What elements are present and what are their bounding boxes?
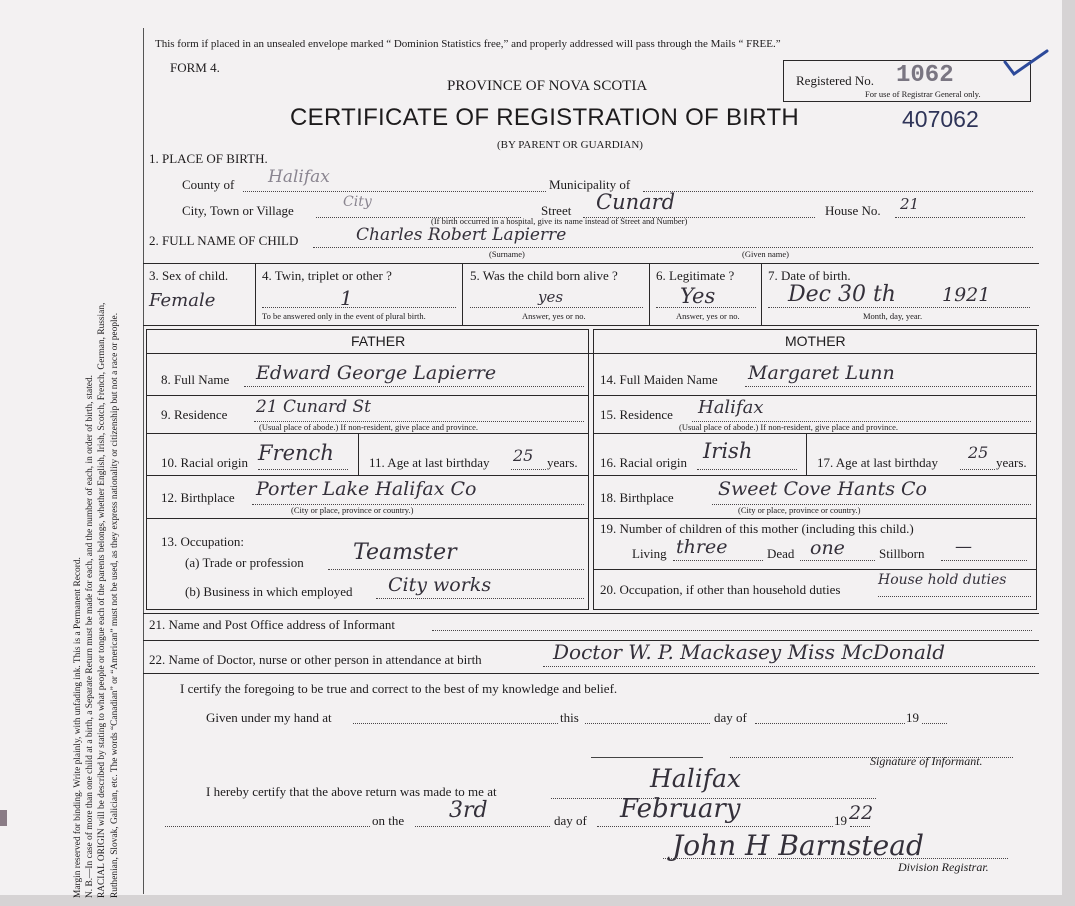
mother-residence-label: 15. Residence [600,407,673,422]
dead-value: one [810,537,845,559]
mother-birthplace-value: Sweet Cove Hants Co [718,478,927,500]
father-years-label: years. [547,455,578,470]
registered-label [796,73,874,89]
mother-row-rule4 [593,518,1037,519]
registrar-month-value: February [620,794,741,824]
mother-row-rule1 [593,395,1037,396]
registered-label-text: Registered No. [796,73,874,88]
free-mail-note: This form if placed in an unsealed envelope marked “ Dominion Statistics free,” and properly addressed will pass through the Mails “ FREE.” [155,38,781,50]
registrar-month-line [597,826,833,827]
registered-note: For use of Registrar General only. [865,89,981,99]
father-birthplace-value: Porter Lake Halifax Co [256,478,477,500]
father-trade-line [328,569,584,570]
registrar-year-prefix: 19 [834,813,847,828]
given-year-prefix: 19 [906,710,919,725]
mother-heading: MOTHER [785,333,846,349]
living-label: Living [632,546,667,561]
registrar-year-value: 22 [849,802,874,824]
father-age-line [511,469,546,470]
father-age-label: 11. Age at last birthday [369,455,490,470]
father-birthplace-note: (City or place, province or country.) [291,505,414,515]
father-row-rule1 [146,395,589,396]
check-mark-icon [1002,48,1050,78]
dead-line [800,560,875,561]
doctor-bottom-rule [143,673,1039,674]
informant-label: 21. Name and Post Office address of Informant [149,617,395,632]
parents-heading-rule [146,353,1037,354]
father-racial-value: French [258,441,334,465]
father-business-value: City works [388,574,492,596]
father-row-rule4 [146,518,589,519]
date-value: Dec 30 th [788,282,896,307]
legitimate-note: Answer, yes or no. [676,311,740,321]
given-year-line [922,723,947,724]
alive-value: yes [538,288,564,306]
form-number: FORM 4. [170,60,220,75]
row3-top [143,263,1039,264]
mother-residence-note: (Usual place of abode.) If non-resident, give place and province. [679,422,899,432]
registrar-day-of-label: day of [554,813,587,828]
father-residence-label: 9. Residence [161,407,228,422]
father-occupation-label: 13. Occupation: [161,534,245,549]
margin-line-2: N. B.—In case of more than one child at a birth, a Separate Return must be made for each, and the number of each, in order of birth, stated. [85,375,96,898]
informant-top-rule [143,613,1039,614]
mother-years-label: years. [996,455,1027,470]
father-name-label: 8. Full Name [161,372,230,387]
given-day-of-label: day of [714,710,747,725]
province-heading: PROVINCE OF NOVA SCOTIA [447,78,648,94]
house-line [895,217,1025,218]
street-label: Street [541,203,572,218]
place-heading: 1. PLACE OF BIRTH. [149,151,268,166]
mother-age-value: 25 [968,443,989,462]
father-business-label: (b) Business in which employed [185,584,353,599]
county-label: County of [182,177,235,192]
registrar-prefix-line [165,826,370,827]
year-value: 1921 [942,284,991,306]
twin-note: To be answered only in the event of plural birth. [262,311,426,321]
father-heading: FATHER [351,333,406,349]
twin-line [262,307,456,308]
father-trade-value: Teamster [353,540,457,565]
alive-note: Answer, yes or no. [522,311,586,321]
dead-label: Dead [767,546,795,561]
mother-residence-value: Halifax [698,397,764,418]
certificate-number: 407062 [902,106,979,132]
surname-note: (Surname) [489,249,525,259]
certificate-subtitle: (BY PARENT OR GUARDIAN) [497,139,643,151]
city-value: City [343,194,372,210]
father-racial-label: 10. Racial origin [161,455,249,470]
stillborn-line [941,560,1027,561]
mother-birthplace-label: 18. Birthplace [600,490,674,505]
legitimate-line [656,307,756,308]
child-name-value: Charles Robert Lapierre [356,225,567,245]
registrar-day-line [415,826,550,827]
county-line [243,191,546,192]
date-note: Month, day, year. [863,311,923,321]
mother-row-rule3 [593,475,1037,476]
margin-line-3: RACIAL ORIGIN will be described by stating to what people or tongue each of the parents belongs, whether English, Irish, Scotch, French, German, Russian, [97,302,108,898]
father-birthplace-label: 12. Birthplace [161,490,235,505]
doctor-value: Doctor W. P. Mackasey Miss McDonald [553,640,946,664]
mother-age-label: 17. Age at last birthday [817,455,938,470]
alive-line [470,307,643,308]
municipality-line [643,191,1033,192]
informant-signature-rule-left [591,757,703,758]
mother-birthplace-note: (City or place, province or country.) [738,505,861,515]
page-edge-right [1062,0,1075,906]
page-edge-bottom [0,895,1075,906]
living-value: three [676,536,728,558]
margin-line-1: Margin reserved for binding. Write plainly, with unfading ink. This is a Permanent Record. [73,557,83,898]
father-racial-sep [358,433,359,475]
date-line [768,307,1030,308]
given-day-line [585,723,710,724]
father-name-line [244,386,584,387]
mother-occupation-line [878,596,1031,597]
hospital-note: (If birth occurred in a hospital, give its name instead of Street and Number) [431,216,688,226]
father-residence-note: (Usual place of abode.) If non-resident, give place and province. [259,422,479,432]
row3-sep2 [462,263,463,325]
informant-signature-label: Signature of Informant. [870,754,983,768]
father-age-value: 25 [513,446,534,465]
sex-label: 3. Sex of child. [149,268,229,283]
mother-racial-label: 16. Racial origin [600,455,688,470]
registered-number: 1062 [896,62,954,89]
registrar-text: I hereby certify that the above return was made to me at [206,784,497,799]
mother-row-rule2 [593,433,1037,434]
county-value: Halifax [268,167,330,187]
mother-racial-line [697,469,797,470]
registrar-signature-label: Division Registrar. [898,860,989,874]
mother-name-value: Margaret Lunn [748,362,895,384]
doctor-line [543,666,1035,667]
mother-name-label: 14. Full Maiden Name [600,372,718,387]
certify-text: I certify the foregoing to be true and correct to the best of my knowledge and belief. [180,681,618,696]
row3-bottom [143,325,1039,326]
mother-age-line [960,469,995,470]
informant-line [432,630,1032,631]
row3-sep3 [649,263,650,325]
father-residence-value: 21 Cunard St [256,397,371,417]
this-label: this [560,710,579,725]
mother-name-line [745,386,1031,387]
twin-label: 4. Twin, triplet or other ? [262,268,392,283]
given-place-line [353,723,558,724]
sex-value: Female [149,290,216,311]
mother-children-label: 19. Number of children of this mother (including this child.) [600,521,914,536]
stillborn-label: Stillborn [879,546,925,561]
mother-row-rule5 [593,569,1037,570]
child-name-label: 2. FULL NAME OF CHILD [149,233,299,248]
father-trade-label: (a) Trade or profession [185,555,304,570]
registrar-place-value: Halifax [650,764,741,793]
registrar-signature: John H Barnstead [672,829,924,862]
row3-sep4 [761,263,762,325]
registrar-day-value: 3rd [449,798,488,823]
binding-mark [0,810,7,826]
father-row-rule3 [146,475,589,476]
margin-instructions [72,78,121,898]
street-value: Cunard [596,190,676,214]
father-business-line [376,598,584,599]
date-label: 7. Date of birth. [768,268,851,283]
father-name-value: Edward George Lapierre [256,362,497,384]
legitimate-value: Yes [680,284,716,308]
father-row-rule2 [146,433,589,434]
certificate-title: CERTIFICATE OF REGISTRATION OF BIRTH [290,104,800,131]
father-racial-line [258,469,348,470]
margin-rule [143,28,144,894]
margin-line-4: Ruthenian, Slovak, Galician, etc. The words “Canadian” or “American” must not be used, as they express nationality or citizenship but not a race or people. [109,312,120,898]
house-value: 21 [900,195,920,213]
mother-racial-value: Irish [703,439,753,463]
registrar-signature-line [663,858,1008,859]
legitimate-label: 6. Legitimate ? [656,268,735,283]
given-month-line [755,723,905,724]
mother-occupation-value: House hold duties [878,572,1007,588]
given-under-label: Given under my hand at [206,710,332,725]
city-label: City, Town or Village [182,203,294,218]
stillborn-value: — [955,537,972,557]
given-name-note: (Given name) [742,249,789,259]
doctor-label: 22. Name of Doctor, nurse or other person in attendance at birth [149,652,482,667]
mother-racial-sep [806,433,807,475]
municipality-label: Municipality of [549,177,631,192]
house-label: House No. [825,203,881,218]
alive-label: 5. Was the child born alive ? [470,268,618,283]
living-line [673,560,763,561]
row3-sep1 [255,263,256,325]
child-name-line [313,247,1033,248]
registrar-year-line [850,826,870,827]
twin-value: 1 [340,286,353,310]
mother-occupation-label: 20. Occupation, if other than household duties [600,582,841,597]
on-the-label: on the [372,813,405,828]
